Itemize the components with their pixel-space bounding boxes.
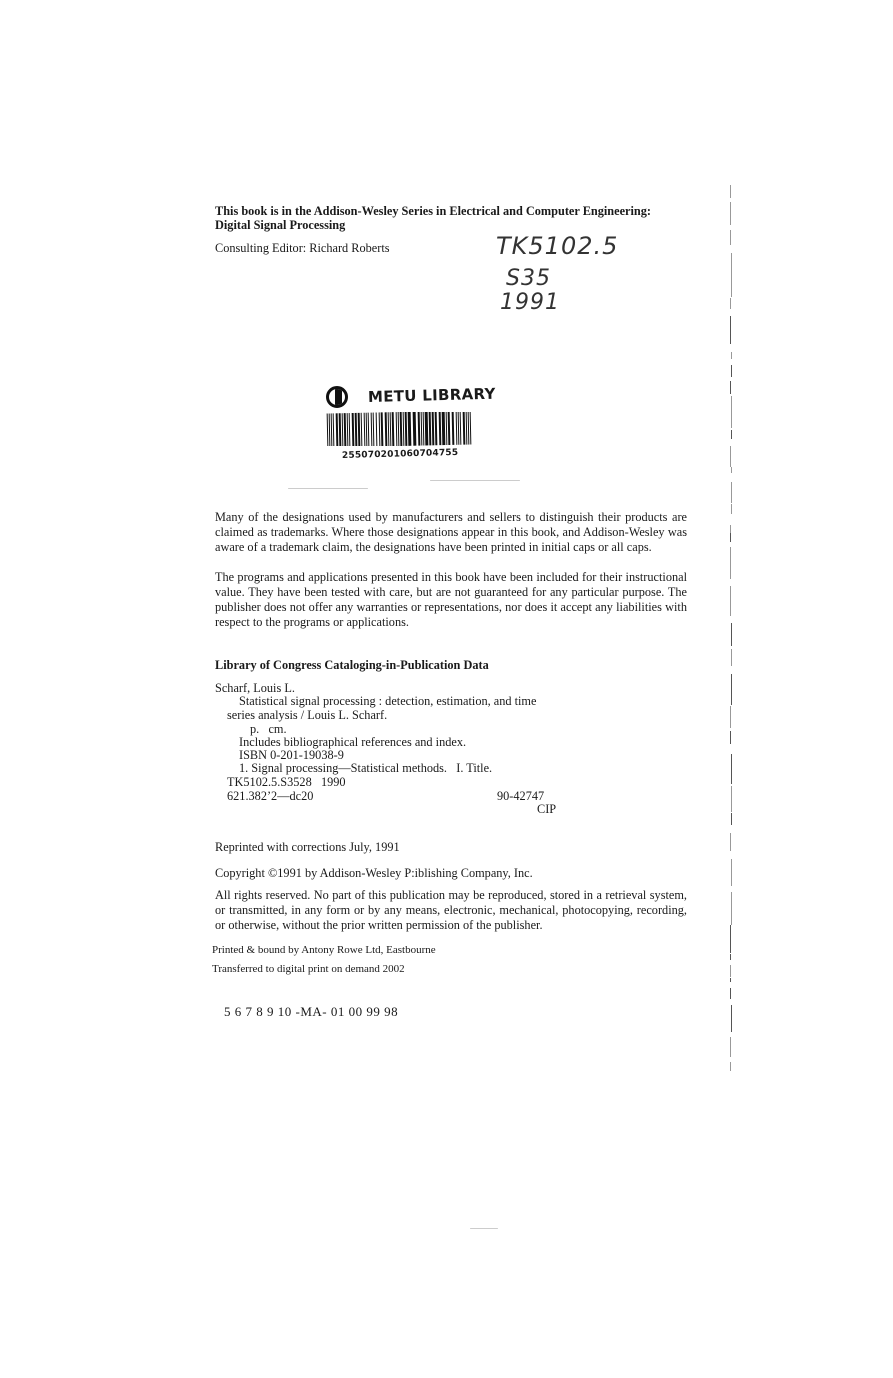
scan-edge-mark xyxy=(731,482,732,503)
cip-lc-class: TK5102.5.S3528 1990 xyxy=(227,775,346,789)
library-stamp-name: METU LIBRARY xyxy=(367,384,496,406)
series-note-line-1: This book is in the Addison-Wesley Series in Electrical and Computer Engineering: xyxy=(215,204,652,218)
barcode-bar xyxy=(466,412,468,445)
barcode-bar xyxy=(349,413,351,446)
rights-notice-line: or otherwise, without the prior written permission of the publisher. xyxy=(215,918,543,932)
scan-edge-mark xyxy=(730,525,731,533)
handwritten-call-number-cutter: S35 xyxy=(506,266,551,291)
scan-edge-mark xyxy=(731,365,732,377)
cip-title-line-2: series analysis / Louis L. Scharf. xyxy=(227,708,388,722)
barcode-bar xyxy=(429,412,432,445)
programs-notice-line: respect to the programs or applications. xyxy=(215,615,409,629)
barcode-bar xyxy=(344,413,347,446)
barcode-bar xyxy=(418,412,421,446)
barcode-bar xyxy=(385,412,388,446)
barcode-bar xyxy=(392,412,395,446)
scan-edge-mark xyxy=(730,925,731,941)
barcode-bar xyxy=(405,412,408,446)
cip-subjects: 1. Signal processing—Statistical methods. I. Title. xyxy=(239,761,493,775)
scan-speck xyxy=(470,1228,498,1229)
print-line: 5 6 7 8 9 10 -MA- 01 00 99 98 xyxy=(224,1004,399,1019)
barcode-bar xyxy=(331,413,333,446)
barcode-bar xyxy=(373,413,375,446)
barcode-bar xyxy=(400,412,403,446)
barcode-bar xyxy=(376,412,378,446)
scan-edge-mark xyxy=(730,706,731,728)
scan-edge-mark xyxy=(730,941,731,953)
trademark-notice-line: claimed as trademarks. Where those designations appear in this book, and Addison-Wesley was xyxy=(215,525,687,539)
scan-edge-shadow xyxy=(730,185,733,1065)
scan-edge-mark xyxy=(731,674,732,705)
barcode-bar xyxy=(446,412,448,445)
scan-edge-mark xyxy=(730,954,731,960)
programs-notice-line: The programs and applications presented in this book have been included for their instructional xyxy=(215,570,687,584)
scan-edge-mark xyxy=(731,859,732,886)
scan-edge-mark xyxy=(730,298,731,309)
barcode-bar xyxy=(336,413,339,446)
barcode-bar xyxy=(442,412,446,445)
barcode-bar xyxy=(342,413,344,446)
rights-notice xyxy=(215,888,687,933)
barcode-bar xyxy=(423,412,425,446)
barcode-bar xyxy=(364,413,366,446)
barcode-bar xyxy=(458,412,460,445)
scan-edge-mark xyxy=(730,230,731,245)
barcode-bar xyxy=(435,412,438,445)
library-barcode xyxy=(325,412,475,446)
barcode-bar xyxy=(439,412,442,445)
scan-edge-mark xyxy=(730,1062,731,1071)
cip-physical: p. cm. xyxy=(250,722,287,736)
scan-edge-mark xyxy=(730,185,731,198)
barcode-bar xyxy=(355,413,358,446)
scan-edge-mark xyxy=(731,813,732,825)
barcode-bar xyxy=(358,413,361,446)
copyright-line: Copyright ©1991 by Addison-Wesley P:iblishing Company, Inc. xyxy=(215,866,533,880)
scan-edge-mark xyxy=(730,731,731,744)
barcode-bar xyxy=(432,412,435,445)
scan-edge-mark xyxy=(731,396,732,428)
scan-edge-mark xyxy=(731,754,732,784)
cip-author: Scharf, Louis L. xyxy=(215,681,295,695)
scan-edge-mark xyxy=(731,504,732,514)
scan-edge-mark xyxy=(730,446,731,467)
printer-line: Printed & bound by Antony Rowe Ltd, Eastbourne xyxy=(212,944,436,956)
cip-heading: Library of Congress Cataloging-in-Publication Data xyxy=(215,658,489,672)
barcode-bar xyxy=(379,412,381,446)
scan-edge-mark xyxy=(731,1005,732,1032)
scan-edge-mark xyxy=(730,988,731,999)
scan-edge-mark xyxy=(730,978,731,982)
barcode-bar xyxy=(468,412,470,445)
barcode-bar xyxy=(327,414,329,446)
barcode-bar xyxy=(339,413,342,446)
barcode-bar xyxy=(390,412,392,446)
cip-isbn: ISBN 0-201-19038-9 xyxy=(239,748,344,762)
handwritten-call-number-year: 1991 xyxy=(500,290,560,315)
handwritten-call-number-class: TK5102.5 xyxy=(496,232,619,260)
scan-speck xyxy=(288,488,368,489)
barcode-bar xyxy=(329,413,331,446)
scan-edge-mark xyxy=(730,547,731,579)
trademark-notice-line: Many of the designations used by manufacturers and sellers to distinguish their products are xyxy=(215,510,687,524)
barcode-bar xyxy=(448,412,451,445)
rights-notice-line: All rights reserved. No part of this publication may be reproduced, stored in a retrieval system, xyxy=(215,888,687,902)
digital-print-line: Transferred to digital print on demand 2002 xyxy=(212,963,405,975)
barcode-bar xyxy=(366,413,368,446)
barcode-bar xyxy=(368,413,370,446)
cip-includes: Includes bibliographical references and index. xyxy=(239,735,467,749)
scan-edge-mark xyxy=(731,649,732,666)
programs-notice xyxy=(215,570,687,630)
barcode-bar xyxy=(398,412,400,446)
barcode-bar xyxy=(421,412,423,446)
scan-edge-mark xyxy=(730,202,731,225)
barcode-bar xyxy=(352,413,355,446)
cip-title-line-1: Statistical signal processing : detection, estimation, and time xyxy=(239,694,537,708)
scan-edge-mark xyxy=(731,786,732,812)
scan-edge-mark xyxy=(731,267,732,297)
scan-edge-mark xyxy=(731,467,732,473)
scan-edge-mark xyxy=(731,253,732,267)
barcode-bar xyxy=(408,412,412,446)
scan-edge-mark xyxy=(731,352,732,359)
scan-edge-mark xyxy=(730,316,731,344)
barcode-bar xyxy=(470,412,472,445)
barcode-bar xyxy=(371,413,373,446)
scan-edge-mark xyxy=(730,1037,731,1057)
consulting-editor: Consulting Editor: Richard Roberts xyxy=(215,241,390,255)
barcode-bar xyxy=(452,412,455,445)
library-logo-icon xyxy=(326,386,348,408)
scan-edge-mark xyxy=(730,533,731,542)
library-stamp xyxy=(322,383,496,468)
rights-notice-line: or transmitted, in any form or by any means, electronic, mechanical, photocopying, recording, xyxy=(215,903,687,917)
scan-edge-mark xyxy=(731,623,732,646)
barcode-bar xyxy=(361,413,363,446)
barcode-bar xyxy=(347,413,349,446)
trademark-notice-line: aware of a trademark claim, the designations have been printed in initial caps or all caps. xyxy=(215,540,652,554)
reprint-note: Reprinted with corrections July, 1991 xyxy=(215,840,400,854)
barcode-bar xyxy=(456,412,458,445)
scan-edge-mark xyxy=(730,381,731,394)
barcode-bar xyxy=(413,412,417,446)
barcode-bar xyxy=(333,413,335,446)
scan-edge-mark xyxy=(731,430,732,439)
trademark-notice xyxy=(215,510,687,555)
series-note-line-2: Digital Signal Processing xyxy=(215,218,346,232)
barcode-bar xyxy=(425,412,429,445)
cip-label: CIP xyxy=(537,802,557,816)
programs-notice-line: publisher does not offer any warranties or representations, nor does it accept any liabilities with xyxy=(215,600,687,614)
barcode-bar xyxy=(388,412,390,446)
barcode-bar xyxy=(460,412,462,445)
cip-dewey: 621.382’2—dc20 xyxy=(227,789,314,803)
barcode-bar xyxy=(396,412,398,446)
scan-edge-mark xyxy=(731,892,732,925)
programs-notice-line: value. They have been tested with care, but are not guaranteed for any particular purpose. The xyxy=(215,585,687,599)
barcode-bar xyxy=(403,412,405,446)
scan-edge-mark xyxy=(730,586,731,616)
scan-edge-mark xyxy=(730,833,731,851)
scan-edge-mark xyxy=(730,965,731,977)
cip-lccn: 90-42747 xyxy=(497,789,545,803)
scan-speck xyxy=(430,480,520,481)
library-barcode-number: 255070201060704755 xyxy=(341,447,459,461)
barcode-bar xyxy=(463,412,466,445)
barcode-bar xyxy=(381,412,384,446)
